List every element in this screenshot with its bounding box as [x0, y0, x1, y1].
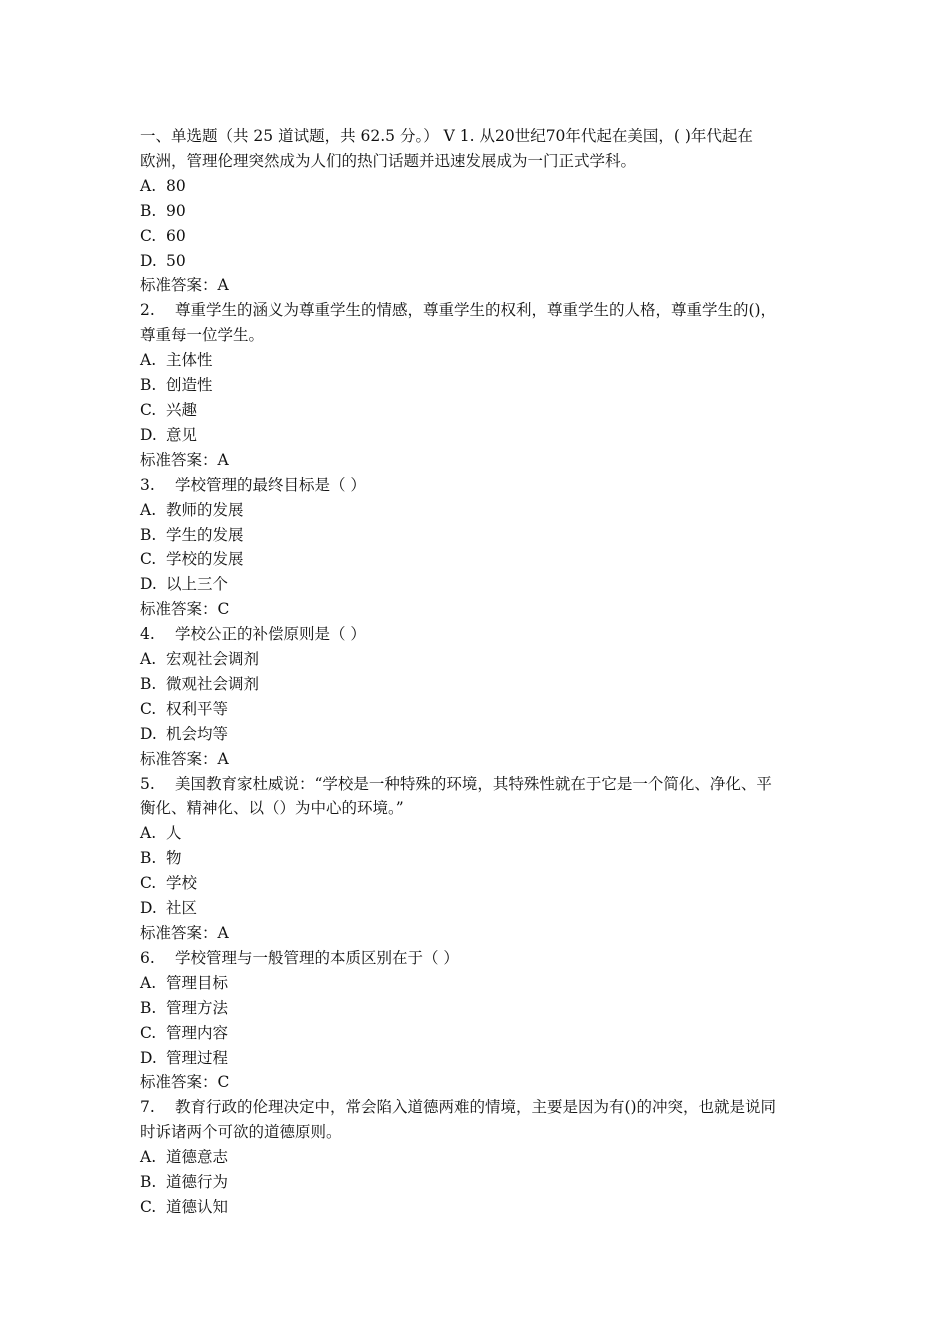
option-letter: D.	[140, 425, 157, 444]
answer-value: A	[217, 276, 229, 295]
question-text-line	[140, 622, 820, 647]
answer-option	[140, 199, 820, 224]
option-letter: C.	[140, 226, 157, 245]
option-text: 教师的发展	[166, 500, 244, 519]
question-text: 美国教育家杜威说：“学校是一种特殊的环境，其特殊性就在于它是一个简化、净化、平	[174, 774, 772, 793]
question-text: 从20世纪70年代起在美国，( )年代起在	[479, 127, 753, 145]
question-text-line	[140, 473, 820, 498]
answer-option	[140, 971, 820, 996]
option-letter: A.	[140, 500, 157, 519]
answer-option	[140, 523, 820, 548]
answer-option	[140, 846, 820, 871]
answer-option	[140, 1170, 820, 1195]
question-text: 学校公正的补偿原则是（ ）	[174, 625, 366, 644]
question-text: 尊重学生的涵义为尊重学生的情感，尊重学生的权利，尊重学生的人格，尊重学生的()，	[174, 301, 777, 320]
answer-option	[140, 896, 820, 921]
option-letter: A.	[140, 973, 157, 992]
option-letter: B.	[140, 998, 157, 1017]
question-number: 5.	[140, 774, 155, 793]
standard-answer	[140, 921, 820, 946]
question-text: 欧洲，管理伦理突然成为人们的热门话题并迅速发展成为一门正式学科。	[140, 151, 637, 170]
question-number: 7.	[140, 1098, 155, 1117]
question-text-line	[140, 323, 820, 348]
option-letter: B.	[140, 674, 157, 693]
option-text: 道德认知	[166, 1197, 229, 1216]
question-text-line	[140, 772, 820, 797]
option-text: 物	[166, 849, 182, 868]
option-letter: C.	[140, 1023, 157, 1042]
option-text: 以上三个	[166, 575, 229, 594]
question-text: 学校管理与一般管理的本质区别在于（ ）	[174, 948, 459, 967]
option-text: 权利平等	[166, 699, 229, 718]
question-number: 3.	[140, 475, 155, 494]
option-text: 社区	[166, 899, 198, 918]
standard-answer	[140, 747, 820, 772]
question-number: 4.	[140, 625, 155, 644]
standard-answer	[140, 597, 820, 622]
option-text: 道德行为	[166, 1173, 229, 1192]
question-text: 衡化、精神化、以（）为中心的环境。”	[140, 799, 404, 818]
answer-option	[140, 1195, 820, 1220]
answer-option	[140, 996, 820, 1021]
question-text: 教育行政的伦理决定中，常会陷入道德两难的情境，主要是因为有()的冲突，也就是说同	[174, 1098, 777, 1117]
standard-answer	[140, 1070, 820, 1095]
answer-label: 标准答案：	[140, 1073, 218, 1092]
option-letter: A.	[140, 650, 157, 669]
answer-option	[140, 1021, 820, 1046]
option-letter: A.	[140, 824, 157, 843]
option-letter: D.	[140, 1048, 157, 1067]
answer-option	[140, 722, 820, 747]
answer-option	[140, 871, 820, 896]
option-text: 主体性	[166, 351, 213, 370]
answer-option	[140, 821, 820, 846]
question-number: 2.	[140, 301, 155, 320]
option-text: 微观社会调剂	[166, 674, 260, 693]
answer-value: C	[217, 1073, 230, 1092]
option-text: 管理目标	[166, 973, 229, 992]
answer-label: 标准答案：	[140, 450, 218, 469]
option-text: 兴趣	[166, 400, 198, 419]
option-letter: C.	[140, 400, 157, 419]
option-text: 50	[166, 251, 186, 270]
answer-value: A	[217, 450, 229, 469]
question-number: 6.	[140, 948, 155, 967]
option-letter: B.	[140, 201, 157, 220]
option-letter: C.	[140, 1197, 157, 1216]
option-letter: A.	[140, 1148, 157, 1167]
answer-value: C	[217, 600, 230, 619]
answer-option	[140, 647, 820, 672]
question-text-line	[140, 1095, 820, 1120]
option-text: 机会均等	[166, 724, 229, 743]
answer-option	[140, 373, 820, 398]
question-text: 尊重每一位学生。	[140, 326, 265, 345]
option-letter: B.	[140, 376, 157, 395]
option-text: 管理方法	[166, 998, 229, 1017]
answer-option	[140, 398, 820, 423]
answer-option	[140, 547, 820, 572]
standard-answer	[140, 273, 820, 298]
option-text: 道德意志	[166, 1148, 229, 1167]
answer-option	[140, 572, 820, 597]
option-text: 宏观社会调剂	[166, 650, 260, 669]
option-letter: B.	[140, 1173, 157, 1192]
option-letter: C.	[140, 874, 157, 893]
option-letter: B.	[140, 525, 157, 544]
answer-option	[140, 249, 820, 274]
option-letter: A.	[140, 176, 157, 195]
option-letter: D.	[140, 724, 157, 743]
answer-value: A	[217, 749, 229, 768]
question-text-line	[140, 796, 820, 821]
option-letter: C.	[140, 699, 157, 718]
answer-option	[140, 672, 820, 697]
option-text: 60	[166, 226, 186, 245]
question-text: 学校管理的最终目标是（ ）	[174, 475, 366, 494]
answer-value: A	[217, 924, 229, 942]
answer-option	[140, 697, 820, 722]
question-text-line	[140, 1120, 820, 1145]
question-text-line	[140, 149, 820, 174]
answer-label: 标准答案：	[140, 749, 218, 768]
exam-content	[140, 124, 820, 1220]
question-text-line	[140, 298, 820, 323]
option-letter: A.	[140, 351, 157, 370]
option-text: 人	[166, 824, 182, 843]
option-text: 管理过程	[166, 1048, 229, 1067]
answer-option	[140, 174, 820, 199]
option-text: 学校的发展	[166, 550, 244, 569]
answer-label: 标准答案：	[140, 276, 218, 295]
answer-option	[140, 348, 820, 373]
answer-label: 标准答案：	[140, 600, 218, 619]
section-header: 一、单选题（共 25 道试题，共 62.5 分。） V 1.	[140, 127, 475, 145]
standard-answer	[140, 448, 820, 473]
answer-option	[140, 423, 820, 448]
answer-option	[140, 224, 820, 249]
option-text: 90	[166, 201, 186, 220]
option-letter: B.	[140, 849, 157, 868]
answer-option	[140, 498, 820, 523]
option-text: 学校	[166, 874, 198, 893]
option-letter: D.	[140, 899, 157, 918]
answer-option	[140, 1046, 820, 1071]
option-text: 学生的发展	[166, 525, 244, 544]
answer-option	[140, 1145, 820, 1170]
question-text: 时诉诸两个可欲的道德原则。	[140, 1123, 342, 1142]
option-letter: D.	[140, 251, 157, 270]
option-letter: D.	[140, 575, 157, 594]
option-text: 管理内容	[166, 1023, 229, 1042]
option-letter: C.	[140, 550, 157, 569]
question-text-line	[140, 946, 820, 971]
question-text-line	[140, 124, 820, 149]
option-text: 80	[166, 176, 186, 195]
option-text: 意见	[166, 425, 198, 444]
answer-label: 标准答案：	[140, 924, 218, 942]
option-text: 创造性	[166, 376, 213, 395]
